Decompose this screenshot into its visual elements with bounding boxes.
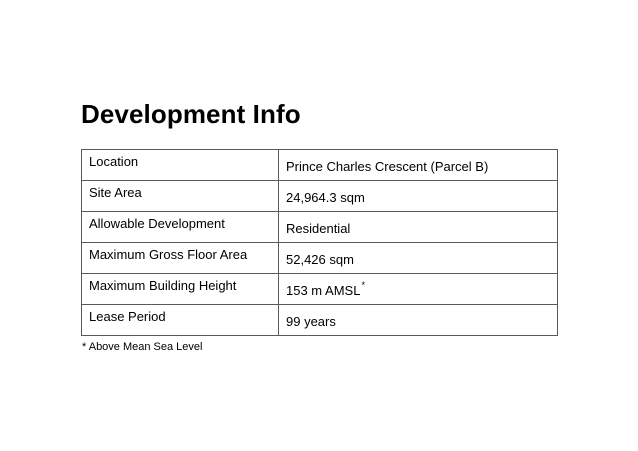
row-value-text: 99 years bbox=[286, 314, 336, 329]
table-row bbox=[82, 305, 558, 336]
footnote-marker: * bbox=[361, 280, 365, 290]
row-value bbox=[279, 150, 558, 181]
row-label: Lease Period bbox=[82, 305, 279, 336]
row-value bbox=[279, 212, 558, 243]
row-value-text: 153 m AMSL bbox=[286, 283, 361, 298]
row-label: Location bbox=[82, 150, 279, 181]
row-label: Maximum Building Height bbox=[82, 274, 279, 305]
row-value bbox=[279, 305, 558, 336]
row-value bbox=[279, 243, 558, 274]
row-value-text: 24,964.3 sqm bbox=[286, 190, 365, 205]
page-title: Development Info bbox=[81, 99, 301, 129]
row-value-text: 52,426 sqm bbox=[286, 252, 354, 267]
row-value bbox=[279, 181, 558, 212]
table-row bbox=[82, 181, 558, 212]
table-row bbox=[82, 150, 558, 181]
footnote: * Above Mean Sea Level bbox=[82, 341, 203, 353]
row-value bbox=[279, 274, 558, 305]
row-value-text: Prince Charles Crescent (Parcel B) bbox=[286, 159, 489, 174]
table-row bbox=[82, 243, 558, 274]
row-value-text: Residential bbox=[286, 221, 351, 236]
row-label: Maximum Gross Floor Area bbox=[82, 243, 279, 274]
table-row bbox=[82, 274, 558, 305]
row-label: Allowable Development bbox=[82, 212, 279, 243]
row-label: Site Area bbox=[82, 181, 279, 212]
table-row bbox=[82, 212, 558, 243]
development-info-table bbox=[81, 149, 558, 336]
